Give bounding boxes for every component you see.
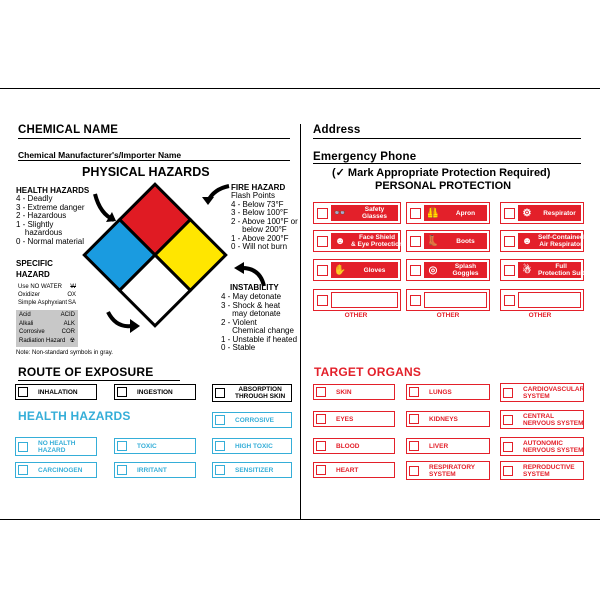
- organ-autonomic[interactable]: AUTONOMIC NERVOUS SYSTEM: [500, 437, 584, 456]
- checkbox[interactable]: [117, 441, 127, 451]
- organ-heart[interactable]: HEART: [313, 462, 395, 478]
- fire-hazard-title: FIRE HAZARD: [231, 183, 286, 192]
- ppe-face-shield[interactable]: ☻ Face Shield & Eye Protection: [313, 230, 401, 252]
- specific-hazard-title: SPECIFIC HAZARD: [16, 259, 53, 279]
- health-corrosive[interactable]: CORROSIVE: [212, 412, 292, 428]
- face-shield-icon: ☻: [334, 235, 346, 247]
- address-label: Address: [313, 124, 361, 136]
- checkbox[interactable]: [504, 236, 515, 247]
- ppe-other-1[interactable]: [313, 289, 401, 311]
- other-label: OTHER: [528, 312, 552, 319]
- checkbox[interactable]: [117, 465, 127, 475]
- physical-hazards-title: PHYSICAL HAZARDS: [82, 165, 210, 179]
- checkbox[interactable]: [503, 415, 513, 425]
- goggles-icon: 👓: [333, 207, 347, 219]
- mark-protection-text: (✓ Mark Appropriate Protection Required): [332, 167, 551, 179]
- checkbox[interactable]: [215, 415, 225, 425]
- manufacturer-line[interactable]: [18, 160, 290, 161]
- checkbox[interactable]: [503, 466, 513, 476]
- checkbox[interactable]: [409, 466, 419, 476]
- other-input[interactable]: [331, 292, 398, 308]
- organ-skin[interactable]: SKIN: [313, 384, 395, 400]
- boots-icon: 👢: [426, 235, 440, 247]
- checkbox[interactable]: [504, 208, 515, 219]
- checkbox[interactable]: [18, 387, 28, 397]
- nonstandard-symbols-box: [16, 310, 78, 347]
- organ-kidneys[interactable]: KIDNEYS: [406, 411, 490, 427]
- other-label: OTHER: [344, 312, 368, 319]
- gloves-icon: ✋: [333, 264, 347, 276]
- checkbox[interactable]: [503, 388, 513, 398]
- manufacturer-label: Chemical Manufacturer's/Importer Name: [18, 150, 182, 160]
- checkbox[interactable]: [316, 414, 326, 424]
- ppe-full-suit[interactable]: ☃ Full Protection Suit: [500, 259, 584, 281]
- specific-hazard-list: [18, 283, 76, 307]
- health-toxic[interactable]: TOXIC: [114, 438, 196, 454]
- checkbox[interactable]: [409, 387, 419, 397]
- arrow-specific-icon: [106, 308, 140, 334]
- scba-icon: ☻: [521, 235, 533, 247]
- ppe-gloves[interactable]: ✋ Gloves: [313, 259, 401, 281]
- checkbox[interactable]: [410, 208, 421, 219]
- organ-respiratory[interactable]: RESPIRATORY SYSTEM: [406, 461, 490, 480]
- route-absorption[interactable]: ABSORPTION THROUGH SKIN: [212, 384, 292, 402]
- other-label: OTHER: [436, 312, 460, 319]
- chemical-name-line[interactable]: [18, 138, 290, 139]
- route-title-underline: [18, 380, 180, 381]
- checkbox[interactable]: [317, 295, 328, 306]
- checkbox[interactable]: [317, 208, 328, 219]
- checkbox[interactable]: [410, 236, 421, 247]
- checkbox[interactable]: [18, 442, 28, 452]
- checkbox[interactable]: [18, 465, 28, 475]
- respirator-icon: ⚙: [522, 207, 532, 219]
- nonstandard-item: Alkali ALK: [19, 320, 75, 327]
- checkbox[interactable]: [504, 295, 515, 306]
- checkbox[interactable]: [215, 441, 225, 451]
- ppe-respirator[interactable]: ⚙ Respirator: [500, 202, 584, 224]
- route-title: ROUTE OF EXPOSURE: [18, 365, 154, 379]
- target-organs-title: TARGET ORGANS: [314, 365, 422, 379]
- arrow-fire-icon: [202, 183, 232, 205]
- instability-list: 4 - May detonate 3 - Shock & heat may detonate 2 - Violent Chemical change 1 - Unstable if heated 0 - Stable: [221, 292, 298, 352]
- ppe-other-2[interactable]: [406, 289, 490, 311]
- checkbox[interactable]: [215, 465, 225, 475]
- health-sensitizer[interactable]: SENSITIZER: [212, 462, 292, 478]
- checkbox[interactable]: [117, 387, 127, 397]
- specific-item: Simple Asphyxiant SA: [18, 300, 76, 306]
- checkbox[interactable]: [409, 414, 419, 424]
- organ-liver[interactable]: LIVER: [406, 438, 490, 454]
- checkbox[interactable]: [316, 465, 326, 475]
- health-high-toxic[interactable]: HIGH TOXIC: [212, 438, 292, 454]
- splash-goggles-icon: ◎: [428, 264, 438, 276]
- checkbox[interactable]: [316, 387, 326, 397]
- checkbox[interactable]: [215, 388, 225, 398]
- nonstandard-item: Radiation Hazard ☢: [19, 337, 75, 344]
- address-line[interactable]: [313, 138, 581, 139]
- radiation-icon: ☢: [69, 337, 75, 344]
- health-hazards-legend-list: 4 - Deadly 3 - Extreme danger 2 - Hazardous 1 - Slightly hazardous 0 - Normal material: [16, 194, 85, 246]
- ppe-safety-glasses[interactable]: 👓 Safety Glasses: [313, 202, 401, 224]
- nonstandard-note: Note: Non-standard symbols in gray.: [16, 350, 113, 356]
- other-input[interactable]: [518, 292, 581, 308]
- health-irritant[interactable]: IRRITANT: [114, 462, 196, 478]
- checkbox[interactable]: [316, 441, 326, 451]
- checkbox[interactable]: [503, 442, 513, 452]
- health-carcinogen[interactable]: CARCINOGEN: [15, 462, 97, 478]
- ppe-scba[interactable]: ☻ Self-Contained Air Respirator: [500, 230, 584, 252]
- health-hazards-legend-title: HEALTH HAZARDS: [16, 186, 90, 195]
- ppe-other-3[interactable]: [500, 289, 584, 311]
- ppe-splash-goggles[interactable]: ◎ Splash Goggles: [406, 259, 490, 281]
- suit-icon: ☃: [522, 264, 532, 276]
- organ-cns[interactable]: CENTRAL NERVOUS SYSTEM: [500, 410, 584, 429]
- instability-title: INSTABILITY: [230, 283, 279, 292]
- emergency-phone-line[interactable]: [313, 163, 581, 164]
- nonstandard-item: Corrosive COR: [19, 329, 75, 335]
- fire-hazard-list: Flash Points 4 - Below 73°F 3 - Below 100°F 2 - Above 100°F or below 200°F 1 - Above 200°F 0 - Will not burn: [231, 191, 298, 251]
- arrow-health-icon: [92, 192, 118, 224]
- route-inhalation[interactable]: INHALATION: [15, 384, 97, 400]
- health-no-hazard[interactable]: NO HEALTH HAZARD: [15, 437, 97, 456]
- checkbox[interactable]: [410, 265, 421, 276]
- other-input[interactable]: [424, 292, 487, 308]
- nonstandard-item: Acid ACID: [19, 312, 75, 318]
- center-divider: [300, 124, 301, 520]
- apron-icon: 🦺: [426, 207, 440, 219]
- organ-blood[interactable]: BLOOD: [313, 438, 395, 454]
- route-ingestion[interactable]: INGESTION: [114, 384, 196, 400]
- ppe-boots[interactable]: 👢 Boots: [406, 230, 490, 252]
- checkbox[interactable]: [504, 265, 515, 276]
- checkbox[interactable]: [317, 265, 328, 276]
- checkbox[interactable]: [410, 295, 421, 306]
- specific-item: Use NO WATER W: [18, 284, 76, 290]
- health-hazards-title: HEALTH HAZARDS: [18, 409, 131, 423]
- chemical-name-label: CHEMICAL NAME: [18, 124, 119, 136]
- specific-item: Oxidizer OX: [18, 292, 76, 298]
- ppe-apron[interactable]: 🦺 Apron: [406, 202, 490, 224]
- organ-lungs[interactable]: LUNGS: [406, 384, 490, 400]
- organ-eyes[interactable]: EYES: [313, 411, 395, 427]
- personal-protection-title: PERSONAL PROTECTION: [375, 180, 512, 192]
- checkbox[interactable]: [409, 441, 419, 451]
- organ-reproductive[interactable]: REPRODUCTIVE SYSTEM: [500, 461, 584, 480]
- emergency-phone-label: Emergency Phone: [313, 151, 417, 163]
- organ-cardiovascular[interactable]: CARDIOVASCULAR SYSTEM: [500, 383, 584, 402]
- checkbox[interactable]: [317, 236, 328, 247]
